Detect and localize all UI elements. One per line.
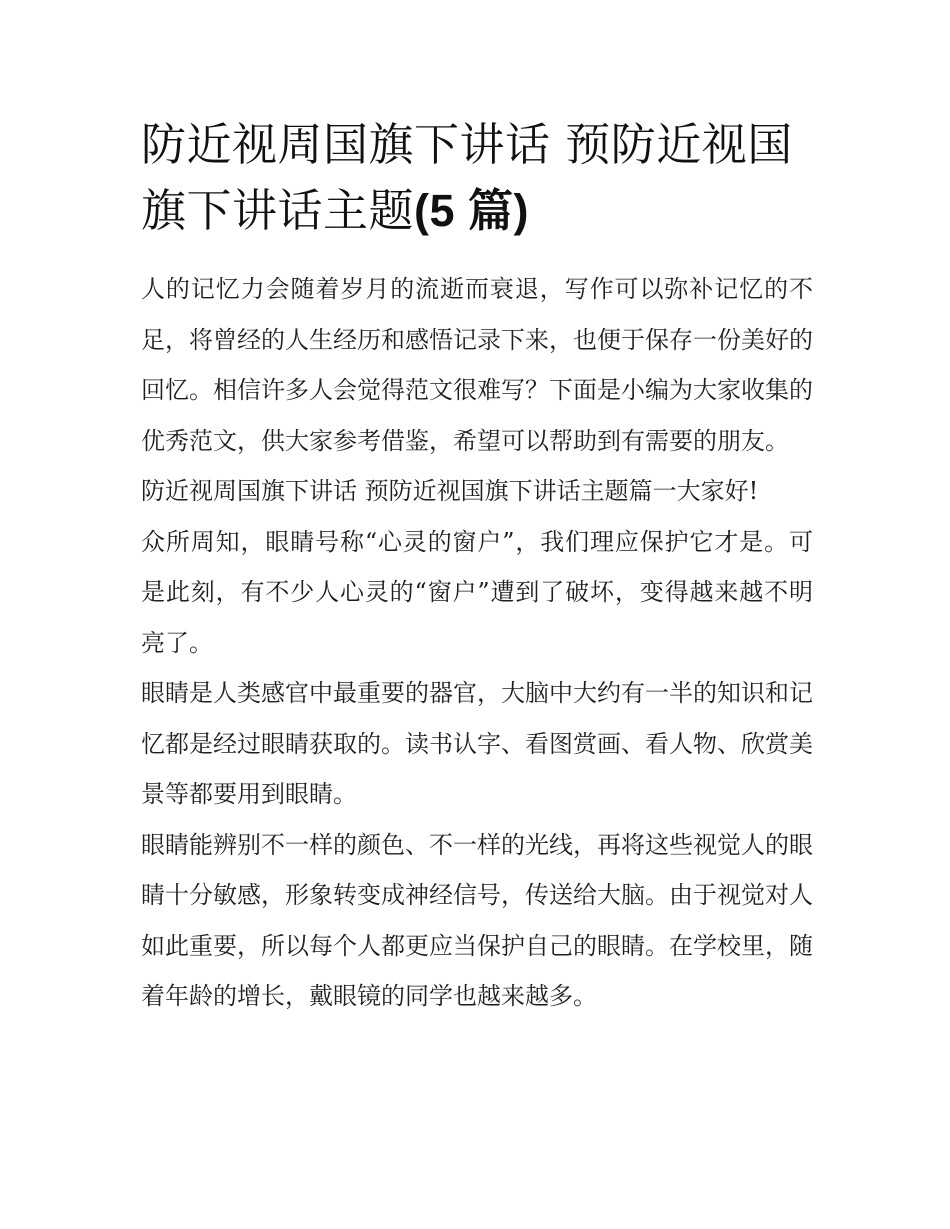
- title-count: (5 篇): [414, 185, 530, 236]
- intro-paragraph: 人的记忆力会随着岁月的流逝而衰退，写作可以弥补记忆的不足，将曾经的人生经历和感悟记录下来，也便于保存一份美好的回忆。相信许多人会觉得范文很难写？下面是小编为大家收集的优秀范文，供大家参考借鉴，希望可以帮助到有需要的朋友。: [141, 275, 813, 455]
- body-paragraph: 眼睛是人类感官中最重要的器官，大脑中大约有一半的知识和记忆都是经过眼睛获取的。读书认字、看图赏画、看人物、欣赏美景等都要用到眼睛。: [141, 679, 813, 808]
- title-text: 防近视周国旗下讲话 预防近视国旗下讲话主题: [141, 118, 793, 237]
- section-heading-paragraph: 防近视周国旗下讲话 预防近视国旗下讲话主题篇一大家好!: [141, 477, 759, 505]
- body-paragraph: 众所周知，眼睛号称“心灵的窗户”，我们理应保护它才是。可是此刻，有不少人心灵的“窗户”遭到了破坏，变得越来越不明亮了。: [141, 527, 813, 657]
- document-body: [141, 112, 813, 1022]
- document-title: [141, 112, 813, 244]
- body-paragraph: 眼睛能辨别不一样的颜色、不一样的光线，再将这些视觉人的眼睛十分敏感，形象转变成神经信号，传送给大脑。由于视觉对人如此重要，所以每个人都更应当保护自己的眼睛。在学校里，随着年龄的增长，戴眼镜的同学也越来越多。: [141, 830, 813, 1010]
